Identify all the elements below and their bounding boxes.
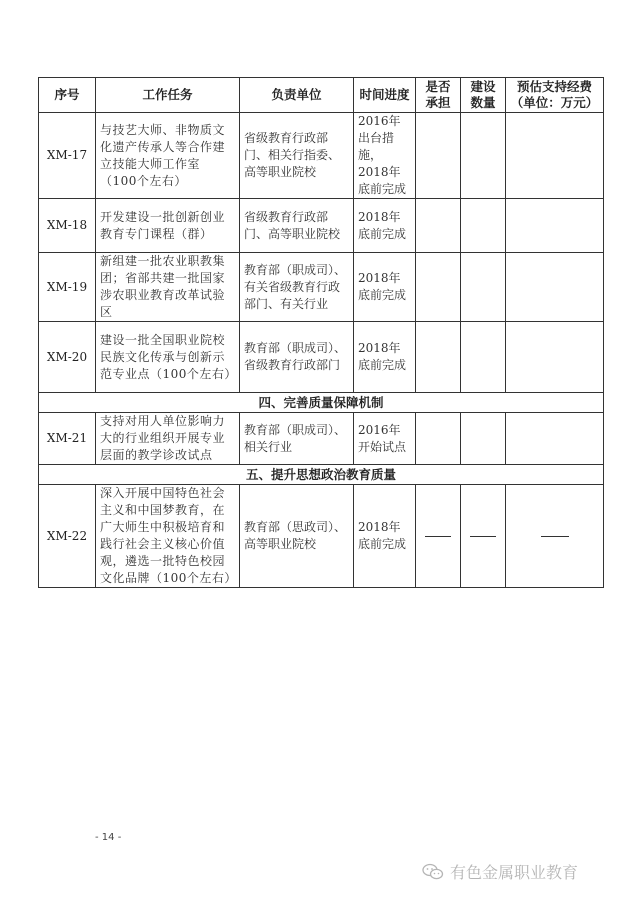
row-unit: 教育部（职成司）、省级教育行政部门 — [240, 322, 354, 393]
row-no: XM-22 — [39, 485, 96, 588]
header-time: 时间进度 — [354, 78, 416, 113]
table-row — [39, 253, 604, 322]
row-time: 2018年底前完成 — [354, 253, 416, 322]
row-unit: 省级教育行政部门、相关行指委、高等职业院校 — [240, 113, 354, 199]
table-row — [39, 485, 604, 588]
row-no: XM-20 — [39, 322, 96, 393]
row-time: 2018年底前完成 — [354, 322, 416, 393]
watermark-text: 有色金属职业教育 — [450, 863, 579, 882]
row-no: XM-18 — [39, 199, 96, 253]
row-fund — [506, 485, 604, 588]
row-quantity — [461, 413, 506, 465]
header-row — [39, 78, 604, 113]
header-fund: 预估支持经费（单位：万元） — [506, 78, 604, 113]
section-row — [39, 465, 604, 485]
dash — [425, 536, 451, 537]
row-no: XM-17 — [39, 113, 96, 199]
header-unit: 负责单位 — [240, 78, 354, 113]
page-number: - 14 - — [95, 832, 122, 843]
table-row — [39, 199, 604, 253]
row-undertake — [416, 253, 461, 322]
row-unit: 省级教育行政部门、高等职业院校 — [240, 199, 354, 253]
table-row — [39, 413, 604, 465]
section-title: 五、提升思想政治教育质量 — [39, 465, 604, 485]
row-quantity — [461, 485, 506, 588]
project-table — [38, 77, 604, 588]
watermark — [422, 860, 578, 883]
row-task: 新组建一批农业职教集团；省部共建一批国家涉农职业教育改革试验区 — [96, 253, 240, 322]
row-undertake — [416, 485, 461, 588]
header-task: 工作任务 — [96, 78, 240, 113]
row-no: XM-19 — [39, 253, 96, 322]
row-time: 2018年底前完成 — [354, 485, 416, 588]
table-row — [39, 322, 604, 393]
row-fund — [506, 322, 604, 393]
header-quantity: 建设数量 — [461, 78, 506, 113]
row-fund — [506, 253, 604, 322]
section-row — [39, 393, 604, 413]
table-row — [39, 113, 604, 199]
row-no: XM-21 — [39, 413, 96, 465]
row-task: 建设一批全国职业院校民族文化传承与创新示范专业点（100个左右） — [96, 322, 240, 393]
dash — [470, 536, 496, 537]
row-quantity — [461, 199, 506, 253]
header-undertake: 是否承担 — [416, 78, 461, 113]
row-undertake — [416, 113, 461, 199]
row-unit: 教育部（职成司）、相关行业 — [240, 413, 354, 465]
row-quantity — [461, 322, 506, 393]
row-quantity — [461, 253, 506, 322]
row-unit: 教育部（思政司）、高等职业院校 — [240, 485, 354, 588]
row-undertake — [416, 322, 461, 393]
row-fund — [506, 413, 604, 465]
row-unit: 教育部（职成司）、有关省级教育行政部门、有关行业 — [240, 253, 354, 322]
row-task: 与技艺大师、非物质文化遗产传承人等合作建立技能大师工作室（100个左右） — [96, 113, 240, 199]
row-undertake — [416, 199, 461, 253]
row-task: 深入开展中国特色社会主义和中国梦教育，在广大师生中积极培育和践行社会主义核心价值观，遴选一批特色校园文化品牌（100个左右） — [96, 485, 240, 588]
row-time: 2018年底前完成 — [354, 199, 416, 253]
row-fund — [506, 113, 604, 199]
dash — [541, 536, 569, 537]
row-time: 2016年开始试点 — [354, 413, 416, 465]
section-title: 四、完善质量保障机制 — [39, 393, 604, 413]
row-time: 2016年出台措施，2018年底前完成 — [354, 113, 416, 199]
row-fund — [506, 199, 604, 253]
row-quantity — [461, 113, 506, 199]
header-no: 序号 — [39, 78, 96, 113]
row-task: 开发建设一批创新创业教育专门课程（群） — [96, 199, 240, 253]
row-task: 支持对用人单位影响力大的行业组织开展专业层面的教学诊改试点 — [96, 413, 240, 465]
row-undertake — [416, 413, 461, 465]
wechat-icon — [422, 863, 444, 881]
